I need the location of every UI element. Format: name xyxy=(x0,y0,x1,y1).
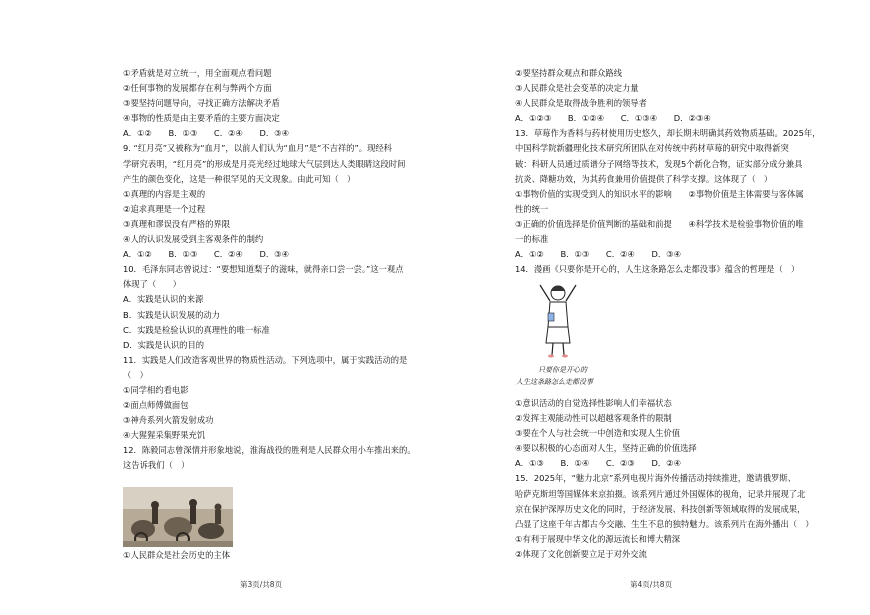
text-line: ②追求真理是一个过程 xyxy=(123,203,206,214)
answer-options: A．①② B．①③ C．②④ D．③④ xyxy=(123,249,290,260)
left-page-column xyxy=(123,66,423,474)
question-15-line: 京在保护深厚历史文化的同时，于经济发展、科技创新等领域取得的发展成果， xyxy=(515,503,806,514)
question-9-line: 9. “红月亮”又被称为“血月”，以前人们认为“血月”是“不吉祥的”。现经科 xyxy=(123,143,392,154)
cartoon-illustration xyxy=(516,277,616,395)
text-line: 性的统一 xyxy=(515,203,549,214)
war-scene-photo xyxy=(123,487,233,547)
text-line: ①矛盾就是对立统一，用全面观点看问题 xyxy=(123,68,272,78)
text-line: ②体现了文化创新要立足于对外交流 xyxy=(515,548,647,559)
question-9-line: 产生的颜色变化，这是一种很罕见的天文现象。由此可知（ ） xyxy=(123,173,356,184)
text-line: ③真理和谬误没有严格的界限 xyxy=(123,218,231,229)
text-line: D．实践是认识的目的 xyxy=(123,339,205,350)
text-line: ①有利于展现中华文化的源远流长和博大精深 xyxy=(515,533,681,544)
answer-options: A．①③ B．①④ C．②③ D．②④ xyxy=(515,458,682,469)
right-page-column-bottom xyxy=(515,396,837,562)
text-line: ③要坚持问题导向，寻找正确方法解决矛盾 xyxy=(123,98,280,109)
answer-options: A．①② B．①③ C．②④ D．③④ xyxy=(123,128,290,139)
photo-image xyxy=(123,487,233,547)
question-11-line: 11．实践是人们改造客观世界的物质性活动。下列选项中，属于实践活动的是 xyxy=(123,354,408,365)
page-footer-right: 第4页/共8页 xyxy=(630,580,673,589)
text-line: ③正确的价值选择是价值判断的基础和前提 ④科学技术是检验事物价值的唯 xyxy=(515,218,804,229)
question-11-line: （ ） xyxy=(123,369,148,380)
text-line: ②发挥主观能动性可以超越客观条件的限制 xyxy=(515,413,672,424)
text-line: C．实践是检验认识的真理性的唯一标准 xyxy=(123,324,270,335)
question-12-line: 这告诉我们（ ） xyxy=(123,460,190,471)
text-line: ②面点师傅做面包 xyxy=(123,400,189,411)
text-line: ②任何事物的发展都存在利与弊两个方面 xyxy=(123,83,272,94)
text-line: ③要在个人与社会统一中创造和实现人生价值 xyxy=(515,428,681,439)
girl-drawing-icon xyxy=(528,277,588,359)
text-line: ③人民群众是社会变革的决定力量 xyxy=(515,83,639,94)
question-13-line: 破：科研人员通过质谱分子网络等技术，发现5个新化合物，证实部分成分兼具 xyxy=(515,158,803,169)
question-15-line: 15．2025年，“魅力北京”系列电视片海外传播活动持续推进，邀请俄罗斯、 xyxy=(515,473,796,484)
question-13-line: 13．草莓作为香料与药材使用历史悠久，却长期未明确其药效物质基础。2025年， xyxy=(515,128,821,139)
text-line: ④要以积极的心态面对人生，坚持正确的价值选择 xyxy=(515,443,697,454)
text-line: B．实践是认识发展的动力 xyxy=(123,309,220,320)
text-line: ②要坚持群众观点和群众路线 xyxy=(515,68,623,78)
question-14-line: 14．漫画《只要你是开心的，人生这条路怎么走都没事》蕴含的哲理是（ ） xyxy=(515,264,800,275)
text-line: ①意识活动的自觉选择性影响人们幸福状态 xyxy=(515,398,672,408)
cartoon-caption-line-1: 只要你是开心的 xyxy=(538,366,587,374)
text-line: A．实践是认识的来源 xyxy=(123,294,204,305)
question-13-line: 中国科学院新疆理化技术研究所团队在对传统中药材草莓的研究中取得新突 xyxy=(515,143,789,154)
question-10-line: 体现了（ ） xyxy=(123,279,182,290)
text-line: ④事物的性质是由主要矛盾的主要方面决定 xyxy=(123,113,280,124)
right-page-column xyxy=(515,66,837,277)
question-15-line: 哈萨克斯坦等国媒体来京拍摄。该系列片通过外国媒体的视角，记录并展现了北 xyxy=(515,488,806,499)
answer-choice-1: ①人民群众是社会历史的主体 xyxy=(123,550,231,560)
text-line: ④人的认识发展受到主客观条件的制约 xyxy=(123,234,264,245)
text-line: ④大猩猩采集野果充饥 xyxy=(123,430,206,441)
question-15-line: 凸显了这座千年古都古今交融、生生不息的独特魅力。该系列片在海外播出（ ） xyxy=(515,518,814,529)
text-line: ①真理的内容是主观的 xyxy=(123,188,206,199)
text-line: ①同学相约看电影 xyxy=(123,384,189,395)
answer-options: A．①②③ B．①②④ C．①③④ D．②③④ xyxy=(515,113,711,124)
text-line: ①事物价值的实现受到人的知识水平的影响 ②事物价值是主体需要与客体属 xyxy=(515,188,804,199)
question-13-line: 抗炎、降糖功效，为其药食兼用价值提供了科学支撑。这体现了（ ） xyxy=(515,173,773,184)
page-footer-left: 第3页/共8页 xyxy=(240,580,283,589)
question-10-line: 10．毛泽东同志曾说过：“要想知道梨子的滋味，就得亲口尝一尝。”这一观点 xyxy=(123,264,404,275)
question-12-line: 12．陈毅同志曾深情并形象地说，淮海战役的胜利是人民群众用小车推出来的。 xyxy=(123,445,416,456)
answer-options: A．①② B．①③ C．②④ D．③④ xyxy=(515,249,682,260)
question-9-line: 学研究表明，“红月亮”的形成是月亮光经过地球大气层到达人类眼睛这段时间 xyxy=(123,158,406,169)
text-line: 一的标准 xyxy=(515,234,549,245)
text-line: ④人民群众是取得战争胜利的领导者 xyxy=(515,98,647,109)
text-line: ③神舟系列火箭发射成功 xyxy=(123,415,214,426)
cartoon-caption-line-2: 人生这条路怎么走都没事 xyxy=(516,378,593,386)
